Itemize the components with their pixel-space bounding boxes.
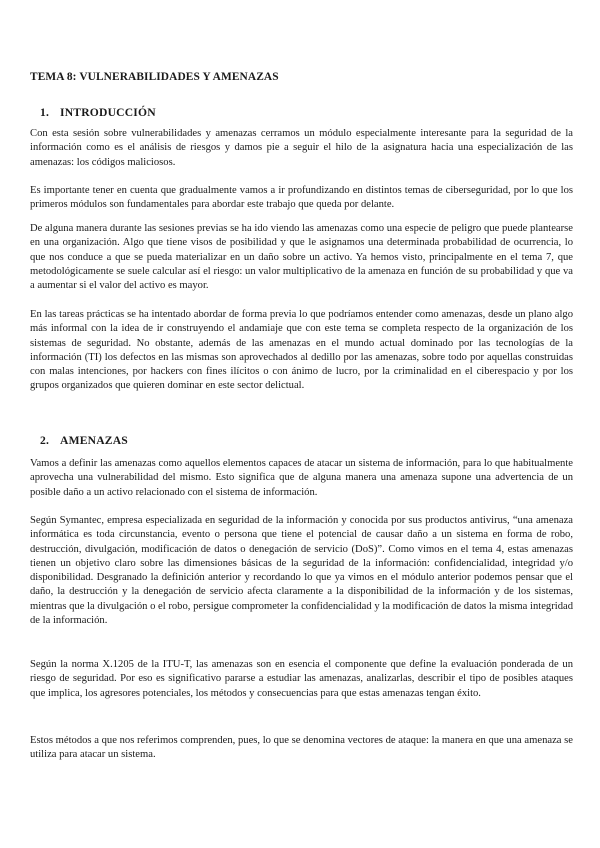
section-title: AMENAZAS — [60, 434, 128, 447]
paragraph: Vamos a definir las amenazas como aquellos elementos capaces de atacar un sistema de información, para lo que habitualmente aprovecha una vulnerabilidad del mismo. Esto significa que de alguna manera una amenaza supone una advertencia de un posible daño a un activo relacionado con el sistema de información. — [30, 458, 573, 498]
section-title: INTRODUCCIÓN — [60, 106, 156, 119]
paragraph: Con esta sesión sobre vulnerabilidades y amenazas cerramos un módulo especialmente interesante para la seguridad de la información como es el análisis de riesgos y damos pie a seguir el hilo de la asignatura hacia una especialización de las amenazas: los códigos maliciosos. — [30, 128, 573, 168]
paragraph: Estos métodos a que nos referimos comprenden, pues, lo que se denomina vectores de ataque: la manera en que una amenaza se utiliza para atacar un sistema. — [30, 735, 573, 761]
section-heading-amenazas — [40, 434, 128, 447]
paragraph: De alguna manera durante las sesiones previas se ha ido viendo las amenazas como una especie de peligro que puede plantearse en una organización. Algo que tiene visos de posibilidad y que le asignamos una determinada probabilidad de ocurrencia, lo que nos conduce a que se pueda materializar en un daño sobre un activo. Ya hemos visto, principalmente en el tema 7, que metodológicamente se suele calcular así el riesgo: un valor multiplicativo de la amenaza en función de su probabilidad y que va a aumentar si el valor del activo es mayor. — [30, 223, 573, 292]
section-number: 2. — [40, 434, 50, 447]
section-number: 1. — [40, 106, 50, 119]
section-heading-introduccion — [40, 106, 156, 119]
paragraph: En las tareas prácticas se ha intentado abordar de forma previa lo que podríamos entender como amenazas, desde un plano algo más informal con la idea de ir construyendo el andamiaje que con este tema se completa respecto de la organización de los sistemas de seguridad. No obstante, además de las amenazas en el mundo actual dominado por las tecnologías de la información (TI) los defectos en las mismas son aprovechados al dedillo por las amenazas, sobre todo por aquellas construidas con malas intenciones, por hackers con fines ilícitos o con ánimo de lucro, por la criminalidad en el ciberespacio y por los grupos organizados que quieren dominar en este sector delictual. — [30, 309, 573, 392]
paragraph: Es importante tener en cuenta que gradualmente vamos a ir profundizando en distintos temas de ciberseguridad, por lo que los primeros módulos son fundamentales para abordar este trabajo que queda por delante. — [30, 185, 573, 211]
document-title: TEMA 8: VULNERABILIDADES Y AMENAZAS — [30, 71, 279, 83]
paragraph: Según Symantec, empresa especializada en seguridad de la información y conocida por sus productos antivirus, “una amenaza informática es toda circunstancia, evento o persona que tiene el potencial de causar daño a un sistema en forma de robo, destrucción, divulgación, modificación de datos o denegación de servicio (DoS)”. Como vimos en el tema 4, estas amenazas tienen un objetivo claro sobre las dimensiones básicas de la seguridad de la información: confidencialidad, integridad y/o disponibilidad. Desgranado la definición anterior y recordando lo que ya vimos en el módulo anterior podemos pensar que el daño, la destrucción y la denegación de servicio afecta claramente a la disponibilidad de la información y de los sistemas, mientras que la divulgación o el robo, persigue comprometer la confidencialidad y la modificación de datos la misma integridad de la información. — [30, 515, 573, 627]
paragraph: Según la norma X.1205 de la ITU-T, las amenazas son en esencia el componente que define la evaluación ponderada de un riesgo de seguridad. Por eso es significativo pararse a estudiar las amenazas, analizarlas, describir el tipo de posibles ataques que implica, los agresores potenciales, los métodos y consecuencias para que estas amenazas tengan éxito. — [30, 659, 573, 699]
